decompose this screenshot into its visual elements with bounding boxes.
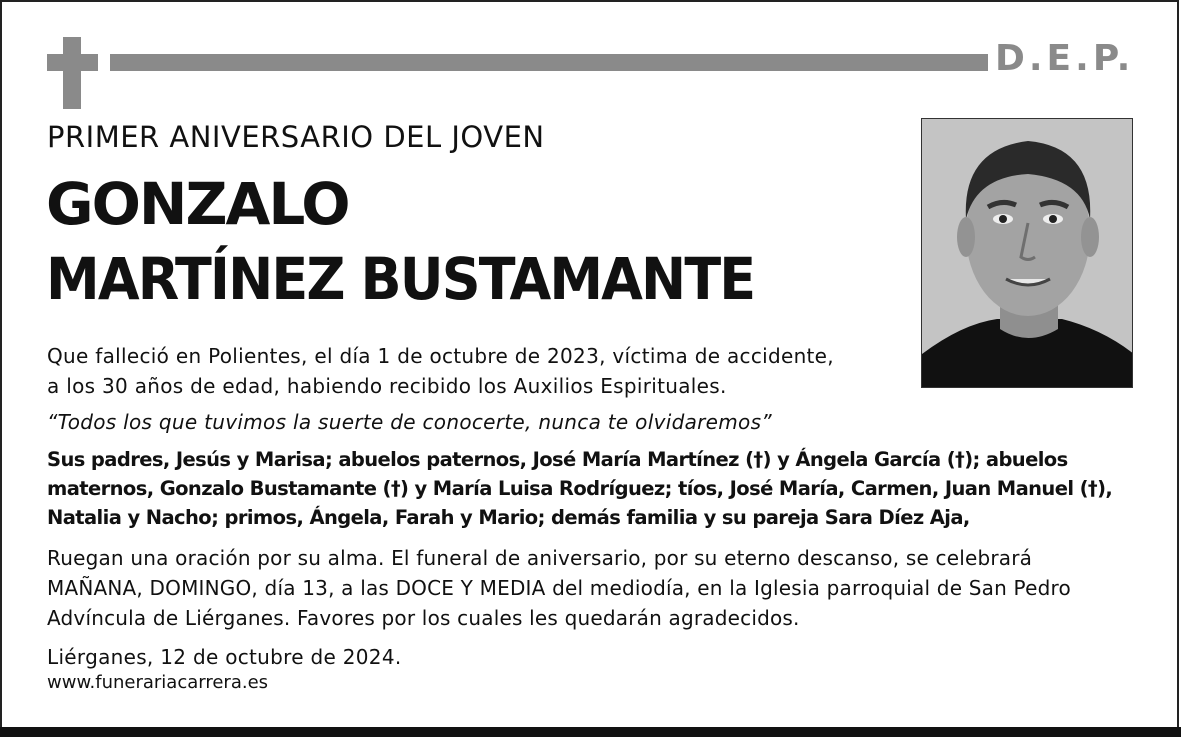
cross-icon	[63, 37, 81, 109]
announcement-line: Advíncula de Liérganes. Favores por los cuales les quedarán agradecidos.	[47, 606, 800, 630]
announcement-line: MAÑANA, DOMINGO, día 13, a las DOCE Y MEDIA del mediodía, en la Iglesia parroquial de San Pedro	[47, 576, 1071, 600]
family-list	[47, 445, 1137, 532]
deceased-photo	[921, 118, 1133, 388]
deceased-first-name: GONZALO	[46, 170, 349, 238]
header-rule	[110, 54, 988, 71]
death-info-line-1: Que falleció en Polientes, el día 1 de octubre de 2023, víctima de accidente,	[47, 344, 834, 368]
family-line: Natalia y Nacho; primos, Ángela, Farah y Mario; demás familia y su pareja Sara Díez Aja,	[47, 506, 970, 529]
bottom-border	[0, 727, 1181, 737]
memorial-quote: “Todos los que tuvimos la suerte de conocerte, nunca te olvidaremos”	[47, 410, 772, 434]
family-line: Sus padres, Jesús y Marisa; abuelos paternos, José María Martínez (†) y Ángela García (†); abuelos	[47, 448, 1068, 471]
announcement-line: Ruegan una oración por su alma. El funeral de aniversario, por su eterno descanso, se celebrará	[47, 546, 1033, 570]
dep-label: D.E.P.	[995, 38, 1135, 79]
place-and-date: Liérganes, 12 de octubre de 2024.	[47, 645, 402, 669]
deceased-surnames: MARTÍNEZ BUSTAMANTE	[46, 245, 755, 313]
family-line: maternos, Gonzalo Bustamante (†) y María Luisa Rodríguez; tíos, José María, Carmen, Juan Manuel (†),	[47, 477, 1113, 500]
funeral-announcement	[47, 543, 1071, 633]
anniversary-heading: PRIMER ANIVERSARIO DEL JOVEN	[47, 120, 545, 154]
death-info-line-2: a los 30 años de edad, habiendo recibido los Auxilios Espirituales.	[47, 374, 727, 398]
funeral-home-website[interactable]: www.funerariacarrera.es	[47, 672, 269, 693]
cross-icon-bar	[47, 54, 98, 71]
